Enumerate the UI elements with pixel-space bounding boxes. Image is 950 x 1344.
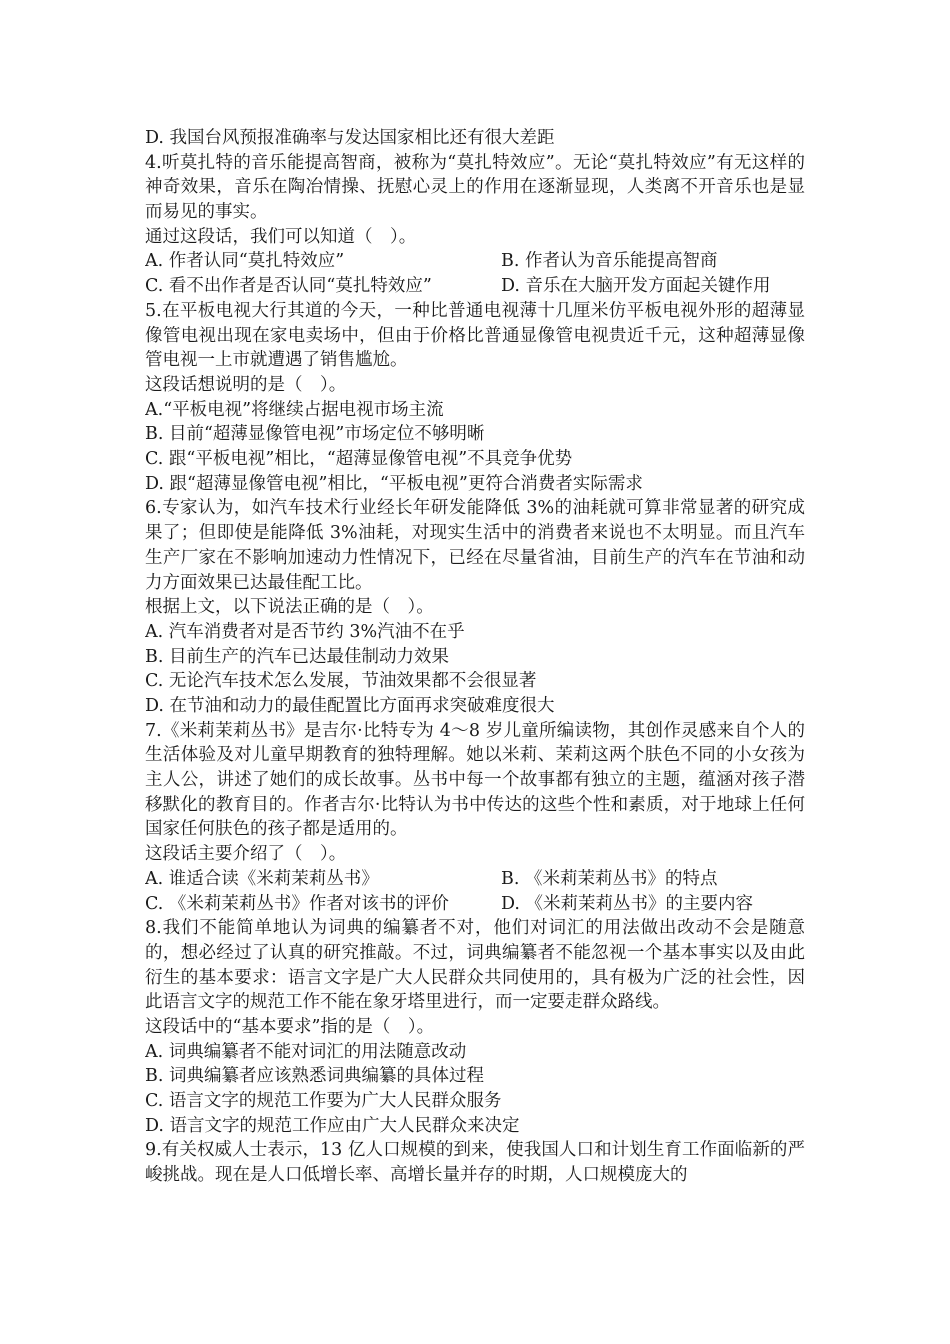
q4-option-b: B. 作者认为音乐能提高智商	[501, 251, 718, 272]
q4-option-a: A. 作者认同“莫扎特效应”	[145, 251, 345, 272]
q4-options-row-2	[145, 274, 805, 299]
q8-option-d: D. 语言文字的规范工作应由广大人民群众来决定	[145, 1115, 520, 1136]
document-page	[145, 126, 805, 1188]
q4-options-row-1	[145, 249, 805, 274]
q8-question: 这段话中的“基本要求”指的是（ ）。	[145, 1017, 435, 1038]
q4-option-d: D. 音乐在大脑开发方面起关键作用	[501, 276, 771, 297]
q9-stem: 9.有关权威人士表示，13 亿人口规模的到来，使我国人口和计划生育工作面临新的严峻挑战。现在是人口低增长率、高增长量并存的时期，人口规模庞大的	[145, 1140, 805, 1186]
question-8	[145, 916, 805, 1138]
question-4	[145, 151, 805, 299]
q7-option-b: B. 《米莉茉莉丛书》的特点	[501, 868, 718, 889]
q6-stem: 6.专家认为，如汽车技术行业经长年研发能降低 3%的油耗就可算非常显著的研究成果了；但即使是能降低 3%油耗，对现实生活中的消费者来说也不太明显。而且汽车生产厂家在不影响加速动力性情况下，已经在尽量省油，目前生产的汽车在节油和动力方面效果已达最佳配工比。	[145, 498, 805, 593]
q6-option-d: D. 在节油和动力的最佳配置比方面再求突破难度很大	[145, 695, 555, 716]
q6-option-b: B. 目前生产的汽车已达最佳制动力效果	[145, 646, 449, 667]
q5-option-b: B. 目前“超薄显像管电视”市场定位不够明晰	[145, 424, 485, 445]
q7-option-d: D. 《米莉茉莉丛书》的主要内容	[501, 893, 754, 914]
q4-stem: 4.听莫扎特的音乐能提高智商，被称为“莫扎特效应”。无论“莫扎特效应”有无这样的神奇效果，音乐在陶冶情操、抚慰心灵上的作用在逐渐显现，人类离不开音乐也是显而易见的事实。	[145, 152, 805, 223]
q5-question: 这段话想说明的是（ ）。	[145, 374, 347, 395]
q6-option-c: C. 无论汽车技术怎么发展，节油效果都不会很显著	[145, 671, 537, 692]
q7-options-row-2	[145, 892, 805, 917]
q5-option-a: A.“平板电视”将继续占据电视市场主流	[145, 399, 444, 420]
q4-question: 通过这段话，我们可以知道（ ）。	[145, 226, 417, 247]
q7-options-row-1	[145, 867, 805, 892]
q8-stem: 8.我们不能简单地认为词典的编纂者不对，他们对词汇的用法做出改动不会是随意的，想必经过了认真的研究推敲。不过，词典编纂者不能忽视一个基本事实以及由此衍生的基本要求：语言文字是广大人民群众共同使用的，具有极为广泛的社会性，因此语言文字的规范工作不能在象牙塔里进行，而一定要走群众路线。	[145, 918, 805, 1013]
q5-option-d: D. 跟“超薄显像管电视”相比，“平板电视”更符合消费者实际需求	[145, 473, 643, 494]
q7-option-c: C. 《米莉茉莉丛书》作者对该书的评价	[145, 893, 449, 914]
q7-option-a: A. 谁适合读《米莉茉莉丛书》	[145, 868, 379, 889]
question-6	[145, 496, 805, 718]
q6-option-a: A. 汽车消费者对是否节约 3%汽油不在乎	[145, 621, 465, 642]
q8-option-b: B. 词典编纂者应该熟悉词典编纂的具体过程	[145, 1066, 484, 1087]
question-7	[145, 719, 805, 917]
q3-option-d: D. 我国台风预报准确率与发达国家相比还有很大差距	[145, 128, 555, 148]
q8-option-c: C. 语言文字的规范工作要为广大人民群众服务	[145, 1091, 502, 1112]
q6-question: 根据上文，以下说法正确的是（ ）。	[145, 597, 434, 618]
q7-question: 这段话主要介绍了（ ）。	[145, 844, 347, 865]
q5-option-c: C. 跟“平板电视”相比，“超薄显像管电视”不具竞争优势	[145, 449, 573, 470]
question-5	[145, 299, 805, 497]
q5-stem: 5.在平板电视大行其道的今天，一种比普通电视薄十几厘米仿平板电视外形的超薄显像管电视出现在家电卖场中，但由于价格比普通显像管电视贵近千元，这种超薄显像管电视一上市就遭遇了销售尴尬。	[145, 300, 805, 371]
q7-stem: 7.《米莉茉莉丛书》是吉尔·比特专为 4～8 岁儿童所编读物，其创作灵感来自个人的生活体验及对儿童早期教育的独特理解。她以米莉、茉莉这两个肤色不同的小女孩为主人公，讲述了她们的成长故事。丛书中每一个故事都有独立的主题，蕴涵对孩子潜移默化的教育目的。作者吉尔·比特认为书中传达的这些个性和素质，对于地球上任何国家任何肤色的孩子都是适用的。	[145, 720, 805, 840]
q4-option-c: C. 看不出作者是否认同“莫扎特效应”	[145, 276, 432, 297]
question-9	[145, 1138, 805, 1187]
q8-option-a: A. 词典编纂者不能对词汇的用法随意改动	[145, 1041, 467, 1062]
